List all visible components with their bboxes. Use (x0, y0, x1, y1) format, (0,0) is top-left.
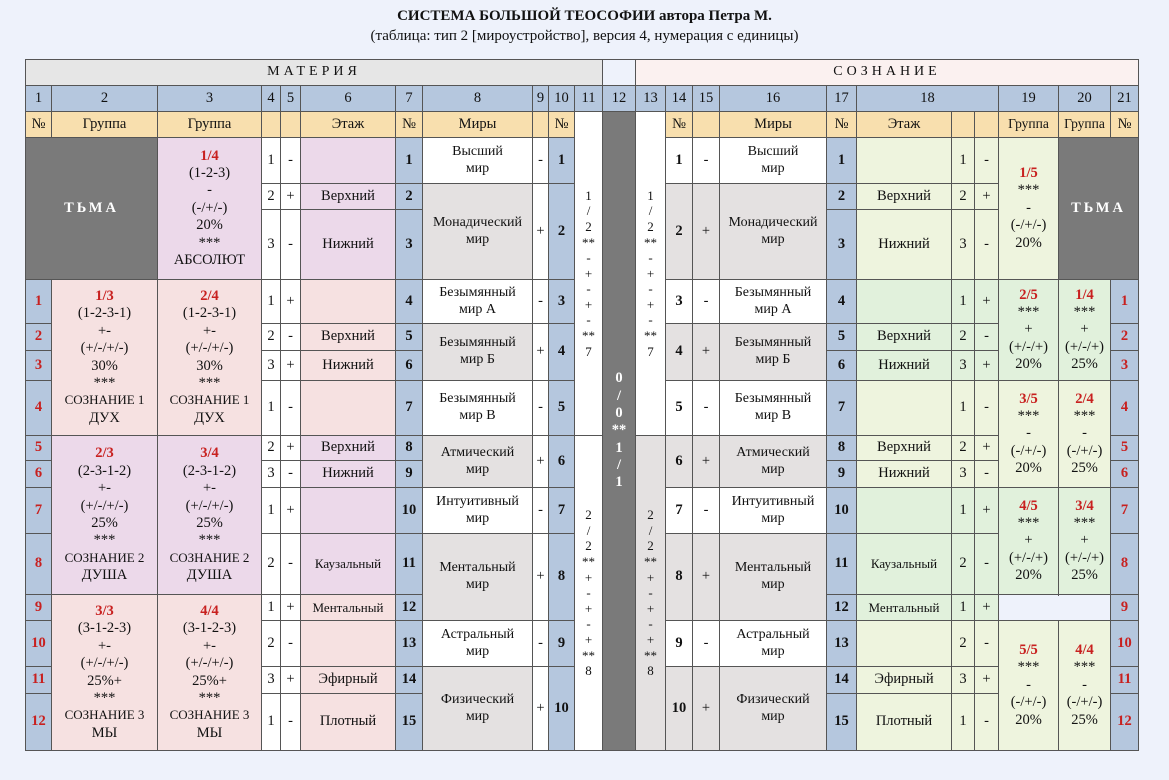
col-number: 19 (999, 86, 1059, 112)
cell: 1 (952, 694, 975, 751)
floor-empty (301, 488, 396, 534)
cell: 1 (952, 595, 975, 621)
col11-bottom: 2 / 2 ** + - + - + ** 8 (575, 436, 603, 751)
label-blank (262, 112, 281, 138)
floor-upper: Верхний (857, 324, 952, 351)
cell: - (281, 138, 301, 184)
cell: - (533, 381, 549, 436)
cell: 2 (666, 184, 693, 280)
floor-lower: Нижний (301, 210, 396, 280)
floor-upper: Верхний (857, 436, 952, 461)
cell: 11 (1111, 667, 1139, 694)
cell: - (693, 381, 720, 436)
cell: - (975, 461, 999, 488)
group-3-3: 3/3 (3-1-2-3) +- (+/-/+/-) 25%+ *** СОЗНАНИЕ 3 МЫ (52, 595, 158, 751)
label-blank (975, 112, 999, 138)
cell: 2 (262, 436, 281, 461)
label-blank (693, 112, 720, 138)
cell: 1 (262, 595, 281, 621)
cell: 13 (396, 621, 423, 667)
floor-etheric: Эфирный (301, 667, 396, 694)
label-worlds: Миры (423, 112, 533, 138)
cell: 10 (396, 488, 423, 534)
cell: 6 (1111, 461, 1139, 488)
label-no: № (1111, 112, 1139, 138)
cell: 3 (262, 461, 281, 488)
cell: 7 (549, 488, 575, 534)
cell: 7 (827, 381, 857, 436)
cell: 2 (952, 621, 975, 667)
cell: 4 (549, 324, 575, 381)
cell: 1 (666, 138, 693, 184)
cell: + (533, 667, 549, 751)
cell: + (281, 595, 301, 621)
cell: 8 (827, 436, 857, 461)
world-mental: Ментальный мир (423, 534, 533, 621)
cell: 2 (1111, 324, 1139, 351)
cell: 1 (952, 488, 975, 534)
cell: 4 (26, 381, 52, 436)
group-2-3: 2/3 (2-3-1-2) +- (+/-/+/-) 25% *** СОЗНАНИЕ 2 ДУША (52, 436, 158, 595)
world-nameless-b-right: Безымянный мир Б (720, 324, 827, 381)
cell: 15 (396, 694, 423, 751)
cell: 1 (262, 381, 281, 436)
cell: 1 (262, 280, 281, 324)
floor-empty (857, 488, 952, 534)
label-group: Группа (158, 112, 262, 138)
cell: + (281, 184, 301, 210)
column-number-row (26, 86, 1139, 112)
cell: 14 (396, 667, 423, 694)
cell: 9 (827, 461, 857, 488)
cell: 2 (262, 534, 281, 595)
world-physical-right: Физический мир (720, 667, 827, 751)
cell: + (533, 436, 549, 488)
cell: 12 (1111, 694, 1139, 751)
cell: 1 (827, 138, 857, 184)
floor-empty (301, 621, 396, 667)
cell: 11 (26, 667, 52, 694)
cell: 3 (262, 351, 281, 381)
cell: 2 (952, 534, 975, 595)
cell: 5 (1111, 436, 1139, 461)
cell: 4 (1111, 381, 1139, 436)
col-number: 2 (52, 86, 158, 112)
label-group: Группа (1059, 112, 1111, 138)
world-astral-right: Астральный мир (720, 621, 827, 667)
cell: - (975, 621, 999, 667)
label-no: № (666, 112, 693, 138)
world-atmic-right: Атмический мир (720, 436, 827, 488)
cell: 1 (396, 138, 423, 184)
cell: 2 (262, 621, 281, 667)
world-intuitive: Интуитивный мир (423, 488, 533, 534)
cell: 3 (396, 210, 423, 280)
cell: 1 (262, 694, 281, 751)
cell: 7 (1111, 488, 1139, 534)
cell: + (693, 324, 720, 381)
col-number: 5 (281, 86, 301, 112)
floor-causal: Каузальный (301, 534, 396, 595)
label-floor: Этаж (857, 112, 952, 138)
cell: - (975, 210, 999, 280)
cell: - (975, 534, 999, 595)
group-2-4: 2/4 (1-2-3-1) +- (+/-/+/-) 30% *** СОЗНАНИЕ 1 ДУХ (158, 280, 262, 436)
col13-top: 1 / 2 ** - + - + - ** 7 (636, 112, 666, 436)
cell: 10 (666, 667, 693, 751)
floor-empty (857, 381, 952, 436)
cell: - (281, 461, 301, 488)
matter-header: МАТЕРИЯ (26, 60, 603, 86)
cell: 10 (1111, 621, 1139, 667)
cell: 9 (396, 461, 423, 488)
cell: 5 (549, 381, 575, 436)
col-number: 20 (1059, 86, 1111, 112)
floor-lower: Нижний (857, 461, 952, 488)
cell: 10 (827, 488, 857, 534)
cell: - (693, 488, 720, 534)
col-number: 21 (1111, 86, 1139, 112)
cell: 6 (396, 351, 423, 381)
rgroup-4-5: 4/5 *** + (+/-/+) 20% (999, 488, 1059, 595)
group-3-4: 3/4 (2-3-1-2) +- (+/-/+/-) 25% *** СОЗНАНИЕ 2 ДУША (158, 436, 262, 595)
cell: 11 (827, 534, 857, 595)
label-no: № (26, 112, 52, 138)
rgroup-1-5: 1/5 *** - (-/+/-) 20% (999, 138, 1059, 280)
cell: - (533, 280, 549, 324)
world-physical: Физический мир (423, 667, 533, 751)
cell: 8 (396, 436, 423, 461)
cell: - (533, 138, 549, 184)
cell: + (281, 488, 301, 534)
floor-empty (857, 138, 952, 184)
page-subtitle: (таблица: тип 2 [мироустройство], версия 4, нумерация с единицы) (370, 28, 799, 44)
header-gap (603, 60, 636, 86)
label-floor: Этаж (301, 112, 396, 138)
cell: + (281, 351, 301, 381)
theosophy-table (25, 59, 1139, 751)
page-title: СИСТЕМА БОЛЬШОЙ ТЕОСОФИИ автора Петра М. (397, 8, 772, 24)
cell: - (975, 381, 999, 436)
cell: 1 (952, 381, 975, 436)
col-number: 15 (693, 86, 720, 112)
col-number: 16 (720, 86, 827, 112)
floor-mental: Ментальный (301, 595, 396, 621)
darkness-right: ТЬМА (1059, 138, 1139, 280)
cell: + (975, 488, 999, 534)
floor-upper: Верхний (301, 324, 396, 351)
cell: - (281, 210, 301, 280)
cell: 3 (952, 667, 975, 694)
world-nameless-b: Безымянный мир Б (423, 324, 533, 381)
cell: + (533, 184, 549, 280)
cell: 3 (262, 667, 281, 694)
cell: 2 (26, 324, 52, 351)
cell: 10 (549, 667, 575, 751)
col13-bottom: 2 / 2 ** + - + - + ** 8 (636, 436, 666, 751)
col-number: 11 (575, 86, 603, 112)
cell: 2 (396, 184, 423, 210)
cell: 1 (262, 138, 281, 184)
cell: 14 (827, 667, 857, 694)
cell: 2 (549, 184, 575, 280)
cell: 6 (666, 436, 693, 488)
cell: - (975, 324, 999, 351)
floor-empty (857, 621, 952, 667)
floor-empty (301, 138, 396, 184)
label-no: № (396, 112, 423, 138)
world-nameless-a: Безымянный мир А (423, 280, 533, 324)
cell: + (533, 534, 549, 621)
world-nameless-a-right: Безымянный мир А (720, 280, 827, 324)
label-no: № (549, 112, 575, 138)
cell: 2 (262, 184, 281, 210)
floor-lower: Нижний (857, 210, 952, 280)
rgroup-3-5: 3/5 *** - (-/+/-) 20% (999, 381, 1059, 488)
cell: 1 (1111, 280, 1139, 324)
group-1-3: 1/3 (1-2-3-1) +- (+/-/+/-) 30% *** СОЗНАНИЕ 1 ДУХ (52, 280, 158, 436)
cell: 7 (26, 488, 52, 534)
col-number: 7 (396, 86, 423, 112)
cell: 1 (26, 280, 52, 324)
floor-upper: Верхний (301, 436, 396, 461)
cell: + (975, 436, 999, 461)
cell: 4 (666, 324, 693, 381)
cell: 1 (952, 138, 975, 184)
world-nameless-v: Безымянный мир В (423, 381, 533, 436)
col-number: 4 (262, 86, 281, 112)
floor-dense: Плотный (301, 694, 396, 751)
cell: 6 (549, 436, 575, 488)
cell: - (281, 534, 301, 595)
floor-empty (301, 381, 396, 436)
label-no: № (827, 112, 857, 138)
cell: 2 (952, 324, 975, 351)
label-group: Группа (999, 112, 1059, 138)
cell: 11 (396, 534, 423, 595)
darkness-left: ТЬМА (26, 138, 158, 280)
col-number: 18 (857, 86, 999, 112)
cell: - (693, 138, 720, 184)
cell: - (533, 488, 549, 534)
rgroup-3-4: 3/4 *** + (+/-/+) 25% (1059, 488, 1111, 595)
cell: 7 (666, 488, 693, 534)
floor-causal: Каузальный (857, 534, 952, 595)
cell: 12 (26, 694, 52, 751)
cell: 8 (1111, 534, 1139, 595)
cell: - (975, 138, 999, 184)
cell: 3 (952, 351, 975, 381)
cell: + (975, 595, 999, 621)
cell: + (693, 534, 720, 621)
rgroup-1-4: 1/4 *** + (+/-/+) 25% (1059, 280, 1111, 381)
cell: 9 (1111, 595, 1139, 621)
rgroup-5-5: 5/5 *** - (-/+/-) 20% (999, 621, 1059, 751)
cell: 2 (827, 184, 857, 210)
cell: 5 (827, 324, 857, 351)
floor-lower: Нижний (301, 351, 396, 381)
cell: + (533, 324, 549, 381)
rgroup-2-5: 2/5 *** + (+/-/+) 20% (999, 280, 1059, 381)
group-4-4: 4/4 (3-1-2-3) +- (+/-/+/-) 25%+ *** СОЗНАНИЕ 3 МЫ (158, 595, 262, 751)
cell: 2 (952, 436, 975, 461)
cell: + (975, 351, 999, 381)
cell: 3 (952, 461, 975, 488)
world-intuitive-right: Интуитивный мир (720, 488, 827, 534)
group-1-4: 1/4 (1-2-3) - (-/+/-) 20% *** АБСОЛЮТ (158, 138, 262, 280)
cell: 5 (396, 324, 423, 351)
floor-etheric: Эфирный (857, 667, 952, 694)
cell: - (281, 621, 301, 667)
cell: 10 (26, 621, 52, 667)
cell: 2 (262, 324, 281, 351)
cell: + (281, 436, 301, 461)
cell: 9 (666, 621, 693, 667)
cell: 12 (827, 595, 857, 621)
world-atmic: Атмический мир (423, 436, 533, 488)
world-higher: Высший мир (423, 138, 533, 184)
col-number: 9 (533, 86, 549, 112)
label-blank (281, 112, 301, 138)
cell: 8 (549, 534, 575, 621)
floor-mental: Ментальный (857, 595, 952, 621)
label-row (26, 112, 1139, 138)
col-number: 14 (666, 86, 693, 112)
cell: - (281, 694, 301, 751)
cell: 3 (26, 351, 52, 381)
cell: 7 (396, 381, 423, 436)
cell: - (281, 324, 301, 351)
cell: + (693, 667, 720, 751)
world-monadic-right: Монадический мир (720, 184, 827, 280)
label-group: Группа (52, 112, 158, 138)
cell: + (693, 436, 720, 488)
cell: 1 (952, 280, 975, 324)
cell: 2 (952, 184, 975, 210)
cell: 3 (549, 280, 575, 324)
cell: 9 (549, 621, 575, 667)
cell: 3 (952, 210, 975, 280)
cell: 9 (26, 595, 52, 621)
cell: 15 (827, 694, 857, 751)
col-number: 6 (301, 86, 396, 112)
col-number: 17 (827, 86, 857, 112)
label-blank (533, 112, 549, 138)
cell: + (975, 667, 999, 694)
table-row (26, 436, 1139, 461)
cell: 5 (666, 381, 693, 436)
rgroup-4-4: 4/4 *** - (-/+/-) 25% (1059, 621, 1111, 751)
cell: 8 (666, 534, 693, 621)
label-blank (952, 112, 975, 138)
cell: 12 (396, 595, 423, 621)
cell: + (281, 667, 301, 694)
world-mental-right: Ментальный мир (720, 534, 827, 621)
floor-upper: Верхний (857, 184, 952, 210)
cell: + (693, 184, 720, 280)
world-monadic: Монадический мир (423, 184, 533, 280)
cell: 8 (26, 534, 52, 595)
cell: 1 (549, 138, 575, 184)
col-number: 1 (26, 86, 52, 112)
col11-top: 1 / 2 ** - + - + - ** 7 (575, 112, 603, 436)
col-number: 10 (549, 86, 575, 112)
cell: 5 (26, 436, 52, 461)
cell: 3 (262, 210, 281, 280)
cell: - (533, 621, 549, 667)
label-worlds: Миры (720, 112, 827, 138)
cell: 3 (827, 210, 857, 280)
col-number: 13 (636, 86, 666, 112)
world-nameless-v-right: Безымянный мир В (720, 381, 827, 436)
cell: - (693, 621, 720, 667)
floor-dense: Плотный (857, 694, 952, 751)
consciousness-header: СОЗНАНИЕ (636, 60, 1139, 86)
world-astral: Астральный мир (423, 621, 533, 667)
cell: + (281, 280, 301, 324)
col-number: 8 (423, 86, 533, 112)
cell: - (281, 381, 301, 436)
col12-zero: 0 / 0 ** 1 / 1 (603, 112, 636, 751)
cell: 4 (396, 280, 423, 324)
cell: 6 (26, 461, 52, 488)
cell: 4 (827, 280, 857, 324)
cell: - (693, 280, 720, 324)
col-number: 12 (603, 86, 636, 112)
cell: 3 (666, 280, 693, 324)
rgroup-2-4: 2/4 *** - (-/+/-) 25% (1059, 381, 1111, 488)
cell: - (975, 694, 999, 751)
world-higher-right: Высший мир (720, 138, 827, 184)
cell: 13 (827, 621, 857, 667)
floor-empty (301, 280, 396, 324)
cell: 3 (1111, 351, 1139, 381)
col-number: 3 (158, 86, 262, 112)
cell: 1 (262, 488, 281, 534)
floor-lower: Нижний (301, 461, 396, 488)
floor-empty (857, 280, 952, 324)
cell: 6 (827, 351, 857, 381)
floor-lower: Нижний (857, 351, 952, 381)
floor-upper: Верхний (301, 184, 396, 210)
cell: + (975, 184, 999, 210)
cell: + (975, 280, 999, 324)
